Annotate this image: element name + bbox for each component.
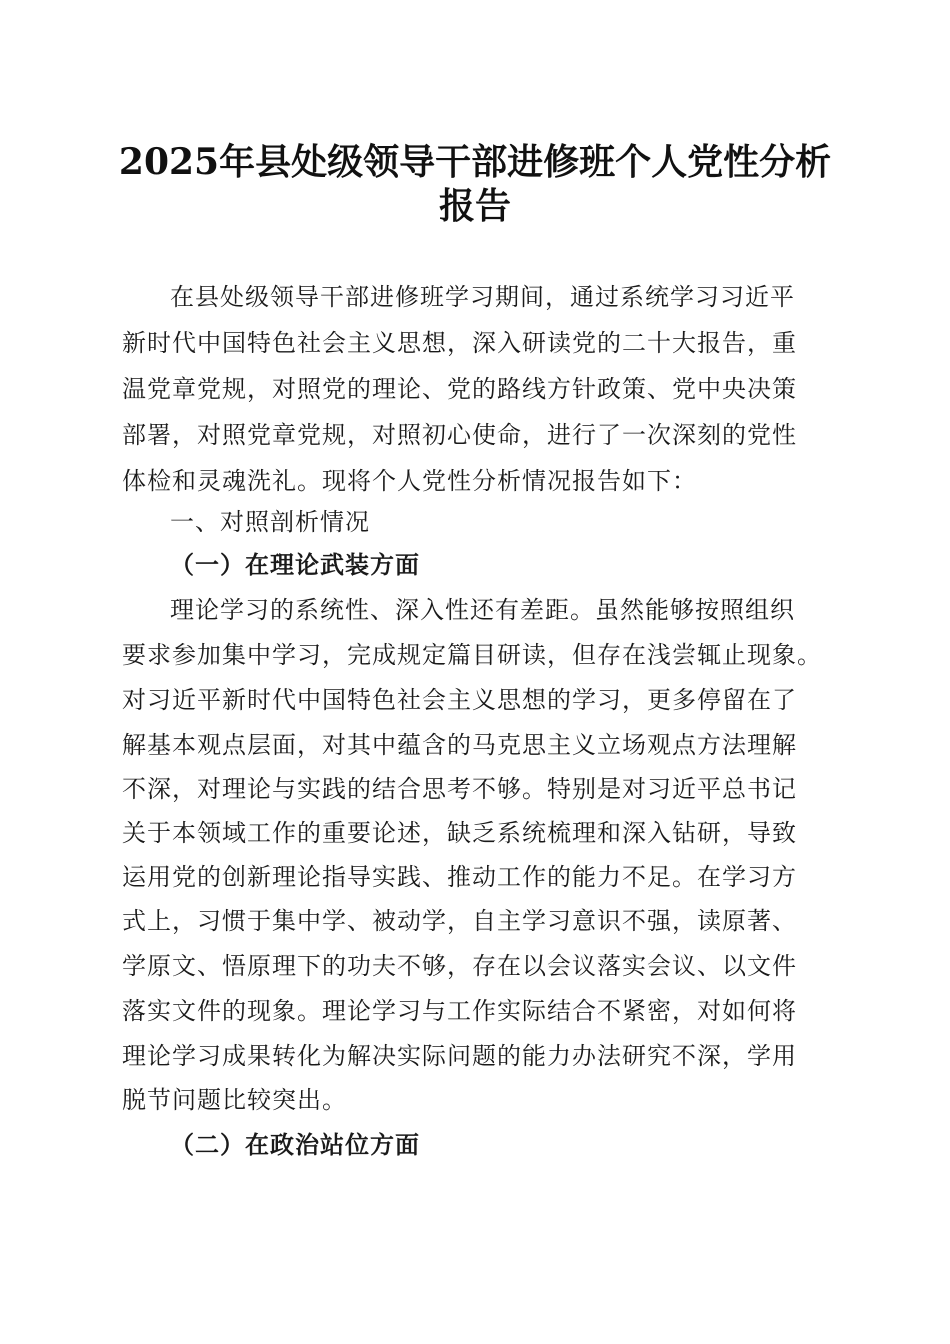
body-line: 不深，对理论与实践的结合思考不够。特别是对习近平总书记	[122, 775, 797, 803]
document-title-line-1: 2025年县处级领导干部进修班个人党性分析	[118, 141, 832, 183]
subsection-heading: （一）在理论武装方面	[170, 550, 420, 579]
intro-line: 新时代中国特色社会主义思想，深入研读党的二十大报告，重	[122, 329, 797, 357]
body-line: 落实文件的现象。理论学习与工作实际结合不紧密，对如何将	[122, 997, 797, 1025]
body-line: 理论学习成果转化为解决实际问题的能力办法研究不深，学用	[122, 1042, 797, 1070]
body-line: 式上，习惯于集中学、被动学，自主学习意识不强，读原著、	[122, 907, 797, 935]
body-line: 要求参加集中学习，完成规定篇目研读，但存在浅尝辄止现象。	[122, 641, 822, 669]
body-line: 解基本观点层面，对其中蕴含的马克思主义立场观点方法理解	[122, 731, 797, 759]
body-line: 关于本领域工作的重要论述，缺乏系统梳理和深入钻研，导致	[122, 819, 797, 847]
document-title-line-2: 报告	[438, 185, 511, 227]
body-line: 理论学习的系统性、深入性还有差距。虽然能够按照组织	[170, 596, 795, 624]
subsection-heading: （二）在政治站位方面	[170, 1130, 420, 1159]
section-heading: 一、对照剖析情况	[170, 508, 370, 536]
intro-line: 在县处级领导干部进修班学习期间，通过系统学习习近平	[170, 283, 795, 311]
body-line: 脱节问题比较突出。	[122, 1086, 347, 1114]
body-line: 学原文、悟原理下的功夫不够，存在以会议落实会议、以文件	[122, 952, 797, 980]
intro-line: 部署，对照党章党规，对照初心使命，进行了一次深刻的党性	[122, 421, 797, 449]
intro-line: 温党章党规，对照党的理论、党的路线方针政策、党中央决策	[122, 375, 797, 403]
intro-line: 体检和灵魂洗礼。现将个人党性分析情况报告如下：	[122, 467, 697, 495]
body-line: 运用党的创新理论指导实践、推动工作的能力不足。在学习方	[122, 863, 797, 891]
body-line: 对习近平新时代中国特色社会主义思想的学习，更多停留在了	[122, 686, 797, 714]
